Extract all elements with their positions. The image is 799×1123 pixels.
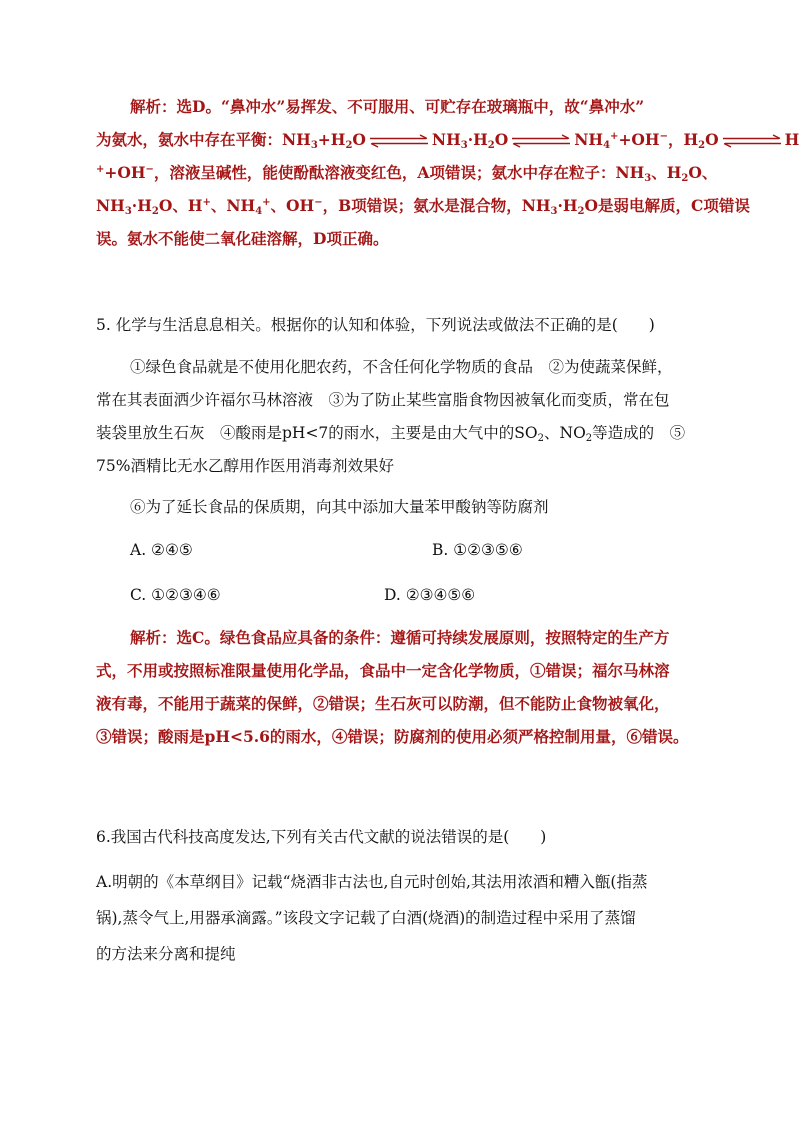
answer4-line4: $NH_3\cdot H_2O$、H+、$NH_4^+$、OH−，B项错误；氨水是混合物，$NH_3\cdot H_2O$是弱电解质，C项错误 — [96, 196, 750, 217]
equilibrium-arrow — [510, 134, 572, 148]
option-c[interactable]: C. ①②③④⑥ — [130, 586, 221, 604]
option-b[interactable]: B. ①②③⑤⑥ — [432, 541, 523, 559]
question5-statement-line2: 常在其表面洒少许福尔马林溶液 ③为了防止某些富脂食物因被氧化而变质，常在包 — [96, 391, 670, 409]
answer5-line3: 液有毒，不能用于蔬菜的保鲜，②错误；生石灰可以防潮，但不能防止食物被氧化， — [96, 694, 670, 713]
question5-statement-line3: 装袋里放生石灰 ④酸雨是pH<7的雨水，主要是由大气中的$SO_2$、$NO_2$等造成的 ⑤ — [96, 424, 686, 444]
answer5-line1: 解析：选C。绿色食品应具备的条件：遵循可持续发展原则，按照特定的生产方 — [130, 628, 670, 647]
question6-option-a-line1: A.明朝的《本草纲目》记载“烧酒非古法也,自元时创始,其法用浓酒和糟入甑(指蒸 — [96, 873, 648, 891]
question5-statement-line5: ⑥为了延长食品的保质期，向其中添加大量苯甲酸钠等防腐剂 — [130, 498, 549, 516]
option-a[interactable]: A. ②④⑤ — [130, 541, 193, 559]
question6-stem: 6.我国古代科技高度发达,下列有关古代文献的说法错误的是( ) — [96, 828, 547, 846]
equilibrium-arrow — [368, 134, 430, 148]
option-d[interactable]: D. ②③④⑤⑥ — [384, 586, 476, 604]
answer5-line4: ③错误；酸雨是pH<5.6的雨水，④错误；防腐剂的使用必须严格控制用量，⑥错误。 — [96, 727, 689, 746]
question6-option-a-line2: 锅),蒸令气上,用器承滴露。”该段文字记载了白酒(烧酒)的制造过程中采用了蒸馏 — [96, 909, 636, 927]
answer4-line3: ++OH−，溶液呈碱性，能使酚酞溶液变红色，A项错误；氨水中存在粒子：$NH_3$、$H_2O$、 — [96, 163, 718, 184]
equilibrium-arrow — [721, 134, 783, 148]
question5-statement-line1: ①绿色食品就是不使用化肥农药，不含任何化学物质的食品 ②为使蔬菜保鲜， — [130, 358, 673, 376]
question5-statement-line4: 75%酒精比无水乙醇用作医用消毒剂效果好 — [96, 457, 394, 475]
answer4-line1: 解析：选D。“鼻冲水”易挥发、不可服用、可贮存在玻璃瓶中，故“鼻冲水” — [130, 97, 645, 116]
answer5-line2: 式，不用或按照标准限量使用化学品，食品中一定含化学物质，①错误；福尔马林溶 — [96, 661, 670, 680]
question6-option-a-line3: 的方法来分离和提纯 — [96, 945, 236, 963]
question5-stem: 5. 化学与生活息息相关。根据你的认知和体验，下列说法或做法不正确的是( ) — [96, 316, 655, 334]
answer4-line5: 误。氨水不能使二氧化硅溶解，D项正确。 — [96, 229, 389, 248]
answer4-line2: 为氨水，氨水中存在平衡：$NH_3+H_2O$ $NH_3\cdot H_2O$ $NH_4^++OH^-$，$H_2O$ H — [96, 130, 799, 151]
